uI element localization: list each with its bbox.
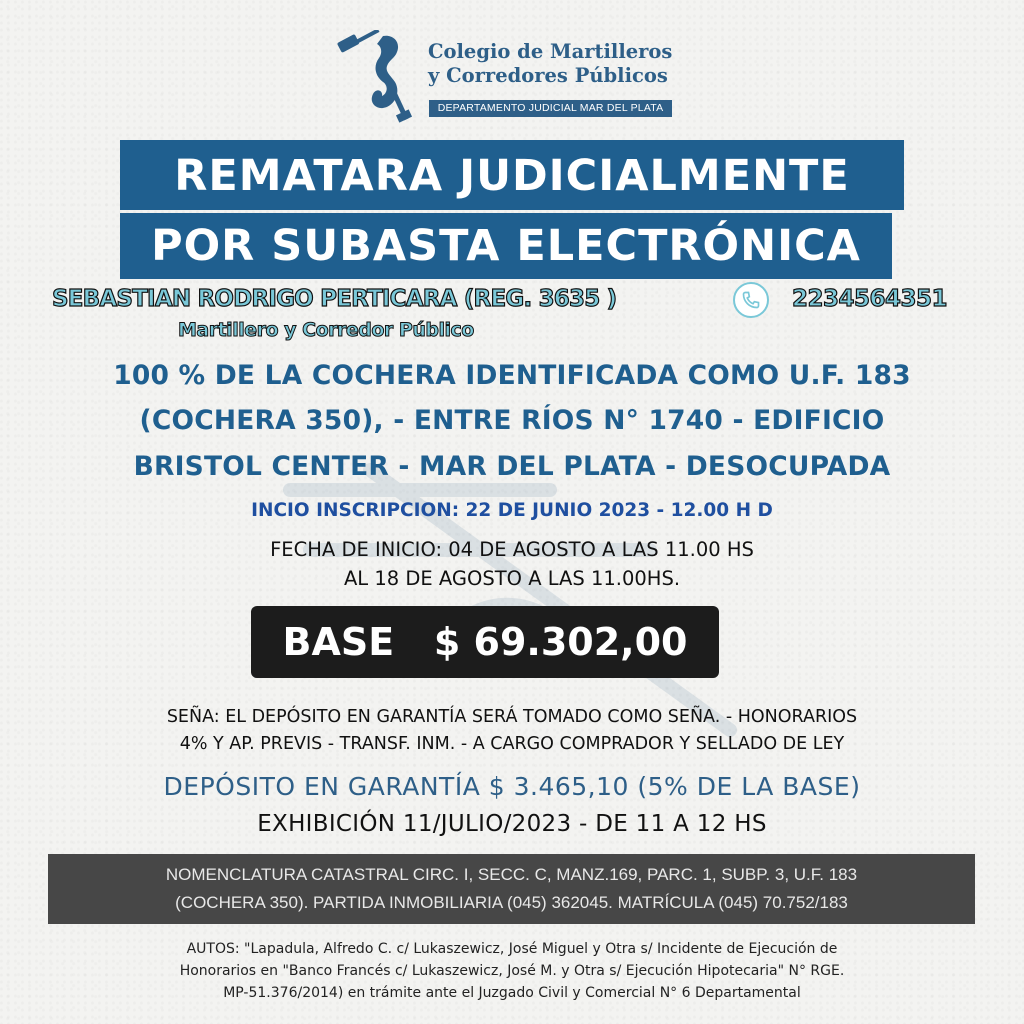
phone-number[interactable]: 2234564351 (792, 286, 948, 312)
property-line2: (COCHERA 350), - ENTRE RÍOS N° 1740 - EDIFICIO (139, 405, 885, 436)
end-date: AL 18 DE AGOSTO A LAS 11.00HS. (343, 567, 681, 590)
org-name-line1: Colegio de Martilleros (428, 40, 673, 63)
autos-line3: MP-51.376/2014) en trámite ante el Juzgado Civil y Comercial N° 6 Departamental (223, 985, 801, 1001)
org-name (428, 40, 672, 88)
cadastral-line1: NOMENCLATURA CATASTRAL CIRC. I, SECC. C, MANZ.169, PARC. 1, SUBP. 3, U.F. 183 (165, 865, 858, 884)
property-line1: 100 % DE LA COCHERA IDENTIFICADA COMO U.F. 183 (113, 360, 911, 391)
autos-line2: Honorarios en "Banco Francés c/ Lukaszewicz, José M. y Otra s/ Ejecución Hipotecaria" N° RGE. (179, 963, 845, 979)
title-line2: POR SUBASTA ELECTRÓNICA (120, 213, 892, 279)
department-band: DEPARTAMENTO JUDICIAL MAR DEL PLATA (429, 100, 672, 117)
case-reference (0, 938, 1024, 1004)
deposit-guarantee: DEPÓSITO EN GARANTÍA $ 3.465,10 (5% DE LA BASE) (163, 772, 861, 801)
exhibition-date: EXHIBICIÓN 11/JULIO/2023 - DE 11 A 12 HS (257, 811, 767, 837)
cadastral-line2: (COCHERA 350). PARTIDA INMOBILIARIA (045) 362045. MATRÍCULA (045) 70.752/183 (175, 893, 848, 912)
phone-icon (733, 282, 769, 318)
terms-line1: SEÑA: EL DEPÓSITO EN GARANTÍA SERÁ TOMADO COMO SEÑA. - HONORARIOS (166, 707, 858, 727)
terms (0, 704, 1024, 758)
terms-line2: 4% Y AP. PREVIS - TRANSF. INM. - A CARGO COMPRADOR Y SELLADO DE LEY (179, 734, 845, 754)
inscription-start: INCIO INSCRIPCION: 22 DE JUNIO 2023 - 12.00 H D (251, 500, 773, 521)
seahorse-gavel-logo-icon (335, 30, 415, 125)
base-price: BASE $ 69.302,00 (251, 606, 719, 678)
org-name-line2: y Corredores Públicos (428, 64, 668, 87)
auctioneer-role: Martillero y Corredor Público (178, 319, 474, 341)
start-date: FECHA DE INICIO: 04 DE AGOSTO A LAS 11.00 HS (270, 538, 754, 561)
auctioneer-name: SEBASTIAN RODRIGO PERTICARA (REG. 3635 ) (52, 286, 617, 312)
cadastral-panel (48, 854, 975, 924)
property-line3: BRISTOL CENTER - MAR DEL PLATA - DESOCUPADA (133, 451, 891, 482)
autos-line1: AUTOS: "Lapadula, Alfredo C. c/ Lukaszewicz, José Miguel y Otra s/ Incidente de Ejecución de (186, 941, 838, 957)
title-line1: REMATARA JUDICIALMENTE (120, 140, 904, 210)
